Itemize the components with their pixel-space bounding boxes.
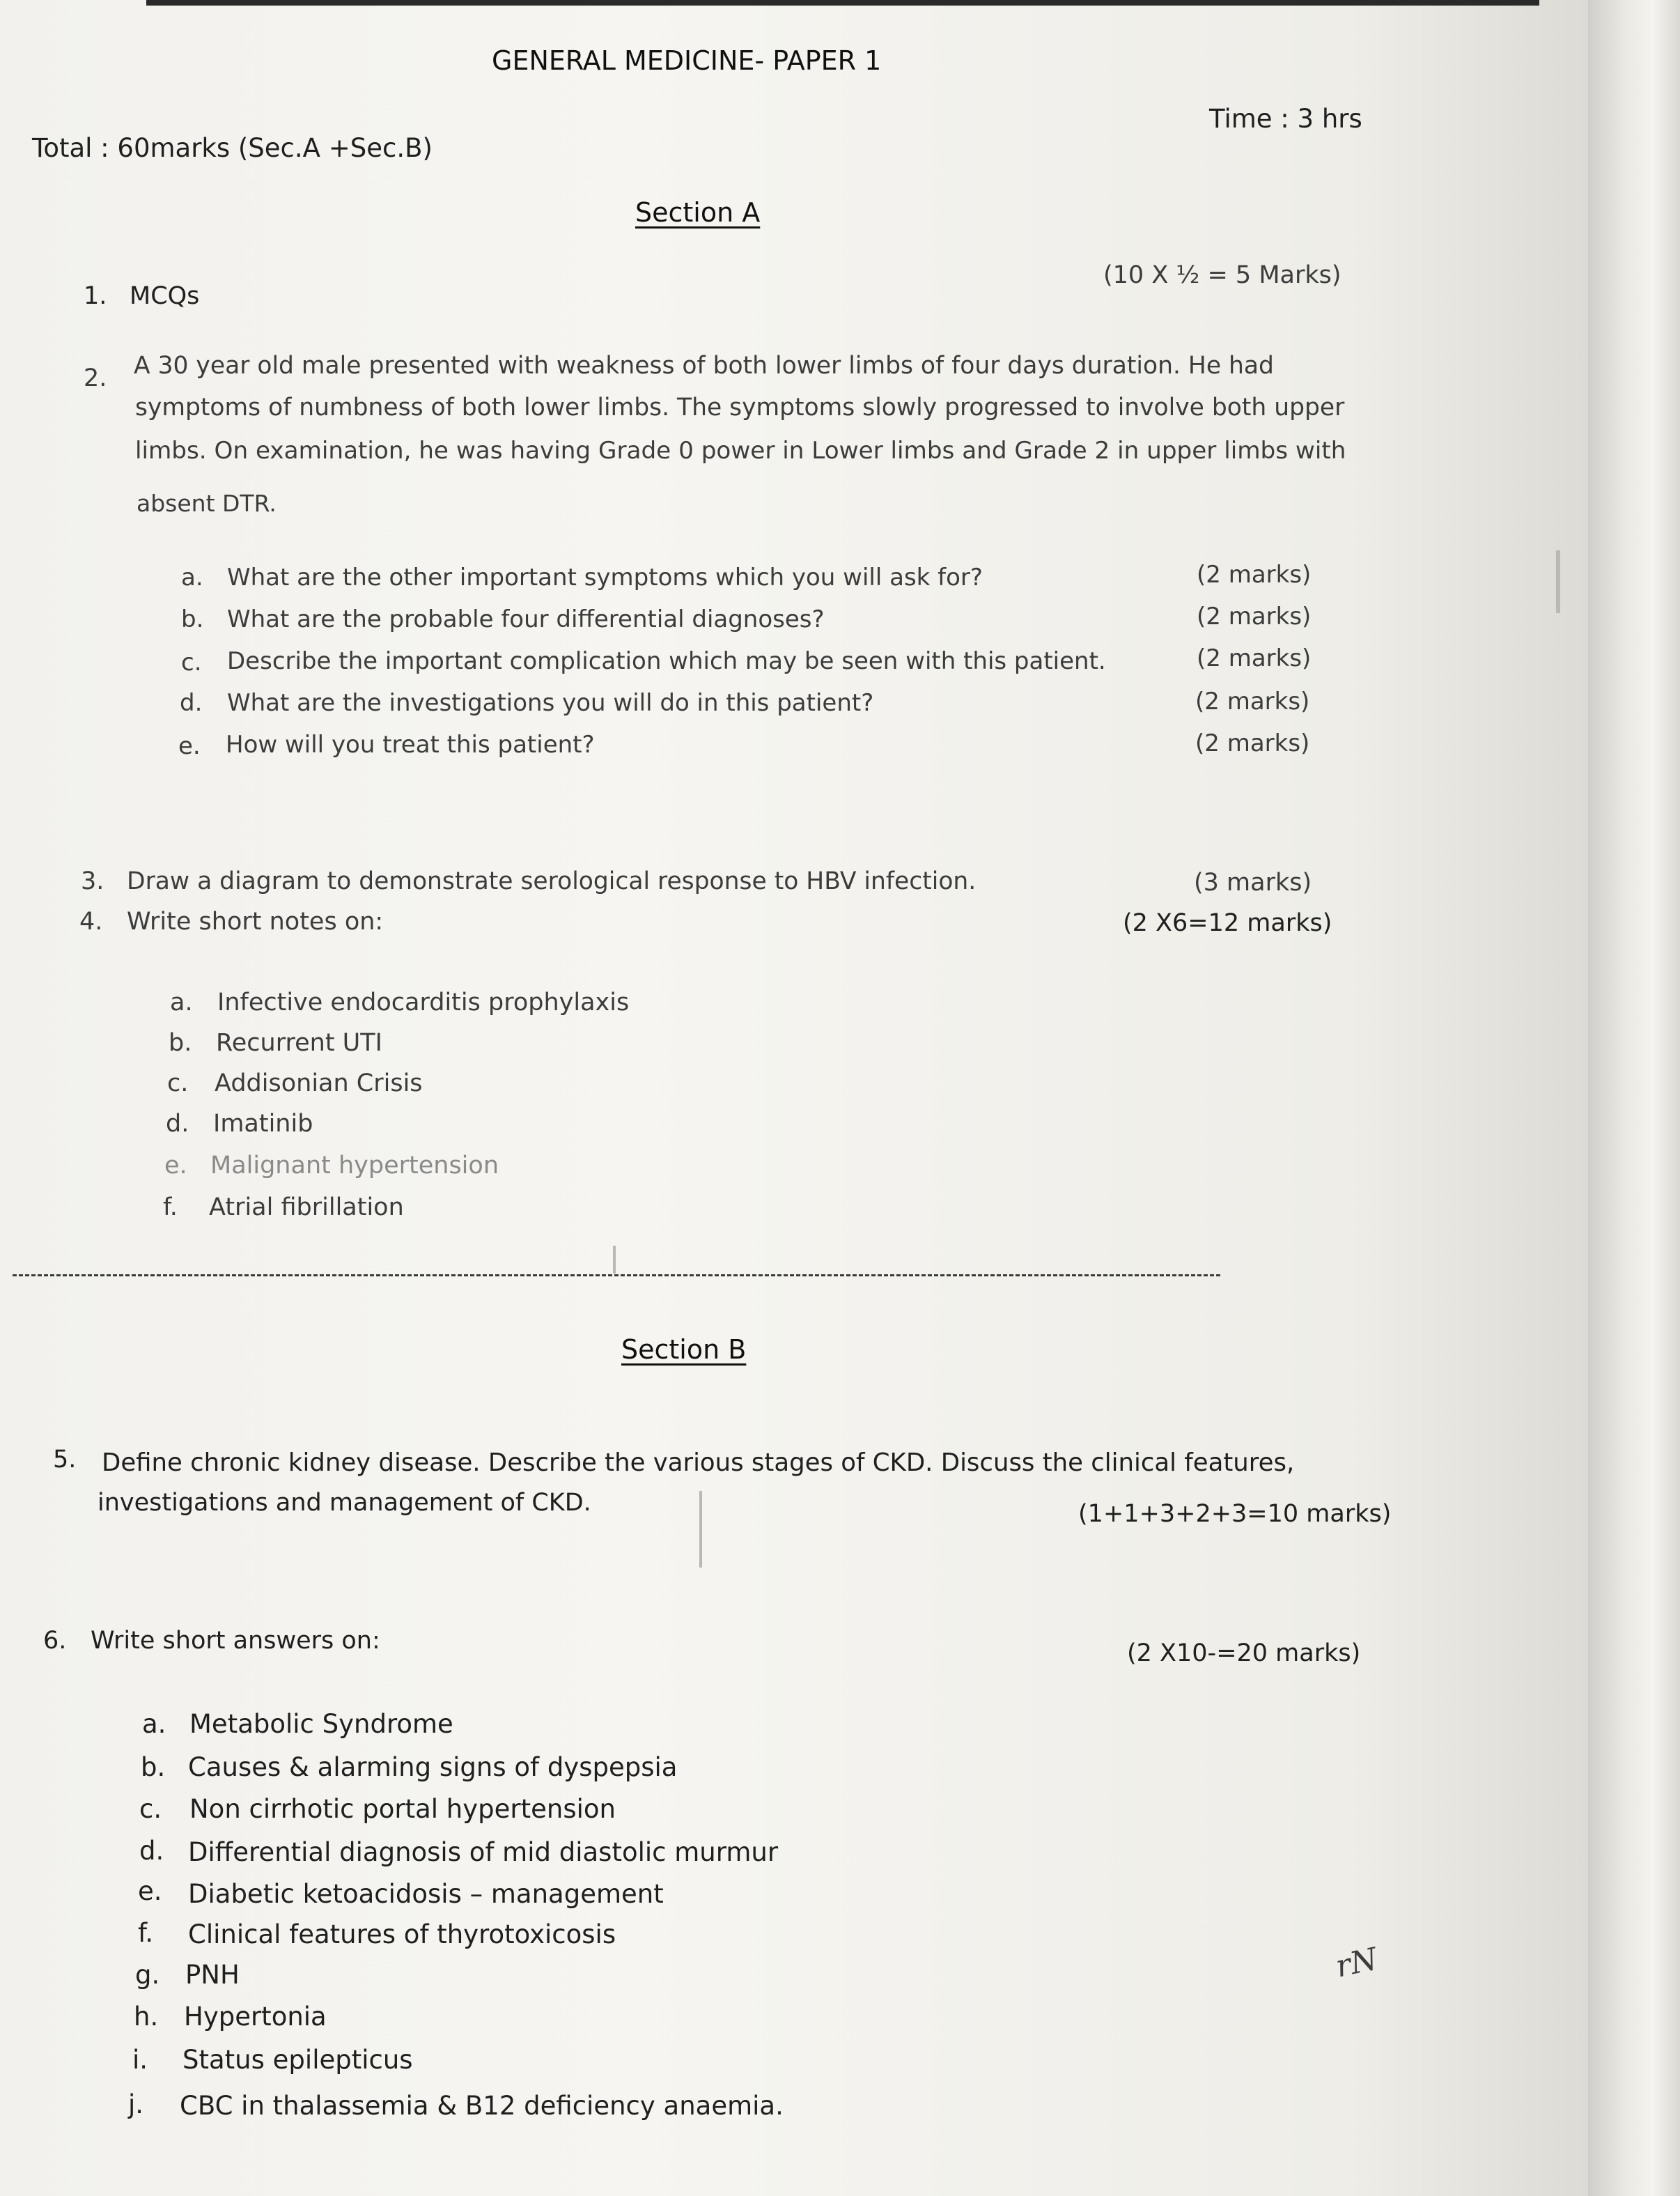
q4d-letter: d. (166, 1110, 189, 1138)
q3-marks: (3 marks) (1194, 869, 1312, 897)
q4b-letter: b. (169, 1029, 192, 1057)
q2a-letter: a. (181, 564, 203, 591)
q1-number: 1. (84, 282, 107, 310)
q6g-letter: g. (135, 1960, 160, 1990)
q2a-marks: (2 marks) (1197, 561, 1312, 589)
q3-text: Draw a diagram to demonstrate serological response to HBV infection. (127, 867, 977, 895)
q6d-letter: d. (139, 1836, 164, 1866)
q2d-letter: d. (180, 689, 203, 717)
q2-line-3: limbs. On examination, he was having Grade 0 power in Lower limbs and Grade 2 in upper limbs with (135, 437, 1346, 465)
q6h-letter: h. (134, 2002, 159, 2032)
q6d-text: Differential diagnosis of mid diastolic murmur (188, 1837, 779, 1867)
q2-line-4: absent DTR. (137, 490, 277, 517)
q2e-letter: e. (178, 732, 201, 760)
q4f-letter: f. (163, 1193, 178, 1221)
q2-line-1: A 30 year old male presented with weakness of both lower limbs of four days duration. He had (134, 352, 1274, 380)
q2c-letter: c. (181, 649, 202, 676)
q4e-letter: e. (164, 1152, 187, 1180)
handwritten-initials: rN (1332, 1941, 1381, 1985)
q2b-letter: b. (181, 605, 204, 633)
q6b-letter: b. (141, 1752, 166, 1782)
q6b-text: Causes & alarming signs of dyspepsia (188, 1752, 678, 1782)
section-a-heading: Section A (635, 197, 761, 228)
q5-marks: (1+1+3+2+3=10 marks) (1078, 1500, 1392, 1528)
q2d-text: What are the investigations you will do in this patient? (227, 689, 874, 717)
q4-text: Write short notes on: (127, 908, 384, 936)
q5-line-2: investigations and management of CKD. (98, 1489, 591, 1517)
q6-marks: (2 X10-=20 marks) (1127, 1639, 1361, 1667)
q4c-letter: c. (167, 1069, 189, 1097)
q6e-text: Diabetic ketoacidosis – management (188, 1879, 664, 1909)
exam-title: GENERAL MEDICINE- PAPER 1 (492, 45, 882, 76)
section-divider (13, 1274, 1220, 1276)
paper-stack-edge (1588, 0, 1680, 2196)
q6c-letter: c. (139, 1794, 162, 1824)
pencil-mark (613, 1246, 616, 1274)
q4a-text: Infective endocarditis prophylaxis (217, 989, 630, 1016)
q2b-text: What are the probable four differential diagnoses? (227, 605, 825, 633)
q6a-letter: a. (142, 1709, 166, 1739)
q6i-text: Status epilepticus (182, 2045, 413, 2075)
q4b-text: Recurrent UTI (216, 1029, 382, 1057)
q6g-text: PNH (185, 1960, 240, 1990)
q4e-text: Malignant hypertension (210, 1152, 499, 1180)
q6-text: Write short answers on: (91, 1627, 380, 1655)
q2c-marks: (2 marks) (1197, 644, 1312, 672)
q6i-letter: i. (132, 2045, 148, 2075)
q2d-marks: (2 marks) (1195, 688, 1310, 716)
q6a-text: Metabolic Syndrome (189, 1709, 453, 1739)
q5-number: 5. (53, 1446, 77, 1474)
q4f-text: Atrial fibrillation (209, 1193, 404, 1221)
q2e-text: How will you treat this patient? (226, 731, 595, 759)
q4c-text: Addisonian Crisis (215, 1069, 423, 1097)
pencil-mark (699, 1491, 702, 1568)
q5-line-1: Define chronic kidney disease. Describe the various stages of CKD. Discuss the clinical features, (102, 1448, 1295, 1477)
q4a-letter: a. (170, 989, 193, 1016)
section-b-heading: Section B (621, 1334, 747, 1365)
total-marks: Total : 60marks (Sec.A +Sec.B) (32, 133, 433, 163)
q6j-letter: j. (128, 2089, 144, 2119)
q4-number: 4. (79, 908, 103, 936)
q2e-marks: (2 marks) (1195, 729, 1310, 757)
page-top-rule (146, 0, 1539, 6)
q1-text: MCQs (130, 282, 200, 310)
q2b-marks: (2 marks) (1197, 603, 1312, 631)
q1-marks: (10 X ½ = 5 Marks) (1103, 261, 1341, 289)
q6j-text: CBC in thalassemia & B12 deficiency anaemia. (180, 2091, 784, 2121)
q4-marks: (2 X6=12 marks) (1123, 909, 1332, 937)
q4d-text: Imatinib (213, 1110, 313, 1138)
q2c-text: Describe the important complication which may be seen with this patient. (227, 647, 1106, 675)
q6c-text: Non cirrhotic portal hypertension (189, 1794, 616, 1824)
q2-line-2: symptoms of numbness of both lower limbs. The symptoms slowly progressed to involve both upper (135, 394, 1345, 422)
q6-number: 6. (43, 1627, 67, 1655)
q2a-text: What are the other important symptoms which you will ask for? (227, 564, 983, 591)
q6f-letter: f. (138, 1918, 154, 1948)
pencil-mark (1556, 550, 1560, 613)
q3-number: 3. (81, 867, 104, 895)
q6h-text: Hypertonia (184, 2002, 327, 2032)
q6f-text: Clinical features of thyrotoxicosis (188, 1919, 616, 1949)
q6e-letter: e. (138, 1876, 162, 1906)
time-allowed: Time : 3 hrs (1209, 104, 1362, 134)
q2-number: 2. (84, 364, 107, 392)
